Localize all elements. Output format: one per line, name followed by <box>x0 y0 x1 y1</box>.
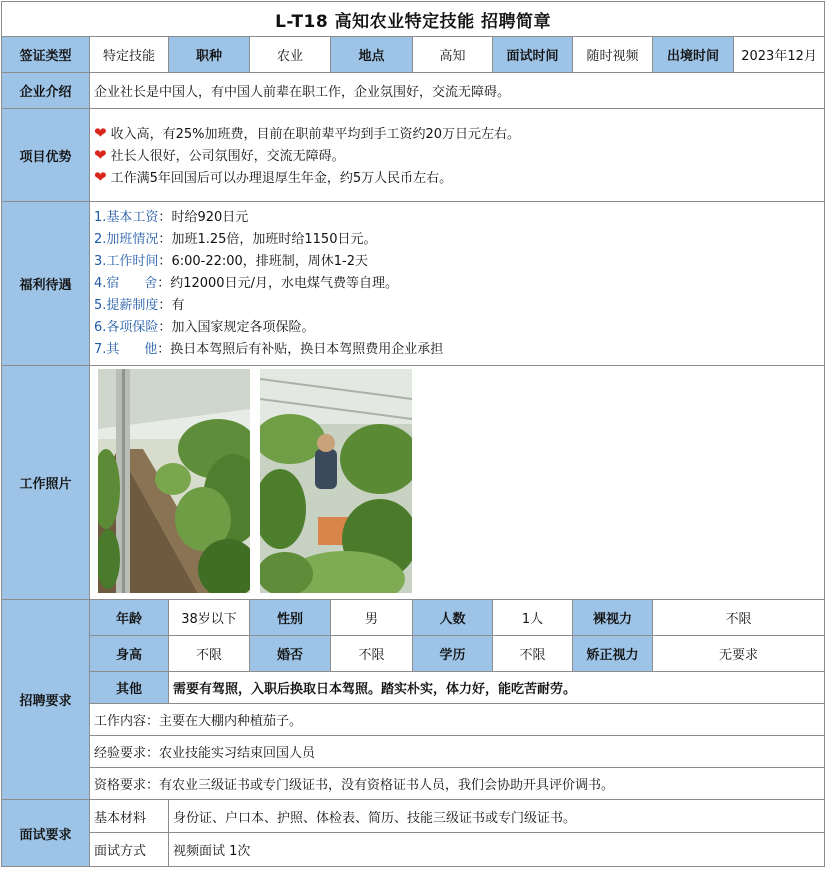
work-photos-label: 工作照片 <box>2 366 90 600</box>
benefit-item: 3.工作时间：6:00-22:00，排班制，周休1-2天 <box>94 253 369 269</box>
location-label: 地点 <box>331 37 413 73</box>
advantages-list <box>90 109 825 202</box>
page-title: L-T18 高知农业特定技能 招聘简章 <box>2 2 825 37</box>
interview-requirements-label: 面试要求 <box>2 800 90 867</box>
location-value: 高知 <box>413 37 493 73</box>
departure-time-label: 出境时间 <box>653 37 734 73</box>
benefit-item: 6.各项保险：加入国家规定各项保险。 <box>94 319 315 335</box>
work-photos-cell <box>90 366 825 600</box>
headcount-value: 1人 <box>493 600 573 636</box>
benefit-item: 5.提薪制度：有 <box>94 297 185 313</box>
education-value: 不限 <box>493 636 573 672</box>
greenhouse-photo-2 <box>260 369 412 593</box>
education-label: 学历 <box>413 636 493 672</box>
requirements-label: 招聘要求 <box>2 600 90 800</box>
recruitment-table <box>1 1 825 867</box>
advantage-item: ❤ 工作满5年回国后可以办理退厚生年金，约5万人民币左右。 <box>94 168 453 186</box>
corrected-vision-value: 无要求 <box>653 636 825 672</box>
gender-value: 男 <box>331 600 413 636</box>
benefits-list <box>90 202 825 366</box>
experience-requirement: 经验要求：农业技能实习结束回国人员 <box>90 736 825 768</box>
age-label: 年龄 <box>90 600 169 636</box>
heart-icon: ❤ <box>94 168 107 186</box>
departure-time-value: 2023年12月 <box>734 37 825 73</box>
other-label: 其他 <box>90 672 169 704</box>
benefits-label: 福利待遇 <box>2 202 90 366</box>
advantages-label: 项目优势 <box>2 109 90 202</box>
benefit-item: 2.加班情况：加班1.25倍，加班时给1150日元。 <box>94 231 377 247</box>
interview-method-value: 视频面试 1次 <box>169 833 825 867</box>
heart-icon: ❤ <box>94 124 107 142</box>
marital-value: 不限 <box>331 636 413 672</box>
advantage-item: ❤ 社长人很好，公司氛围好，交流无障碍。 <box>94 146 345 164</box>
qualification-requirement: 资格要求：有农业三级证书或专门级证书，没有资格证书人员，我们会协助开具评价调书。 <box>90 768 825 800</box>
age-value: 38岁以下 <box>169 600 250 636</box>
work-content: 工作内容：主要在大棚内种植茄子。 <box>90 704 825 736</box>
interview-time-value: 随时视频 <box>573 37 653 73</box>
materials-label: 基本材料 <box>90 800 169 833</box>
benefit-item: 1.基本工资：时给920日元 <box>94 209 249 225</box>
gender-label: 性别 <box>250 600 331 636</box>
heart-icon: ❤ <box>94 146 107 164</box>
materials-value: 身份证、户口本、护照、体检表、简历、技能三级证书或专门级证书。 <box>169 800 825 833</box>
corrected-vision-label: 矫正视力 <box>573 636 653 672</box>
advantage-item: ❤ 收入高，有25%加班费，目前在职前辈平均到手工资约20万日元左右。 <box>94 124 521 142</box>
benefit-item: 7.其 他：换日本驾照后有补贴，换日本驾照费用企业承担 <box>94 341 444 357</box>
company-intro-text: 企业社长是中国人，有中国人前辈在职工作，企业氛围好，交流无障碍。 <box>90 73 825 109</box>
naked-vision-value: 不限 <box>653 600 825 636</box>
benefit-item: 4.宿 舍：约12000日元/月，水电煤气费等自理。 <box>94 275 398 291</box>
height-value: 不限 <box>169 636 250 672</box>
greenhouse-photo-1 <box>98 369 250 593</box>
company-intro-label: 企业介绍 <box>2 73 90 109</box>
job-type-value: 农业 <box>250 37 331 73</box>
headcount-label: 人数 <box>413 600 493 636</box>
interview-time-label: 面试时间 <box>493 37 573 73</box>
job-type-label: 职种 <box>169 37 250 73</box>
naked-vision-label: 裸视力 <box>573 600 653 636</box>
other-value: 需要有驾照，入职后换取日本驾照。踏实朴实，体力好，能吃苦耐劳。 <box>169 672 825 704</box>
height-label: 身高 <box>90 636 169 672</box>
visa-type-value: 特定技能 <box>90 37 169 73</box>
marital-label: 婚否 <box>250 636 331 672</box>
visa-type-label: 签证类型 <box>2 37 90 73</box>
interview-method-label: 面试方式 <box>90 833 169 867</box>
